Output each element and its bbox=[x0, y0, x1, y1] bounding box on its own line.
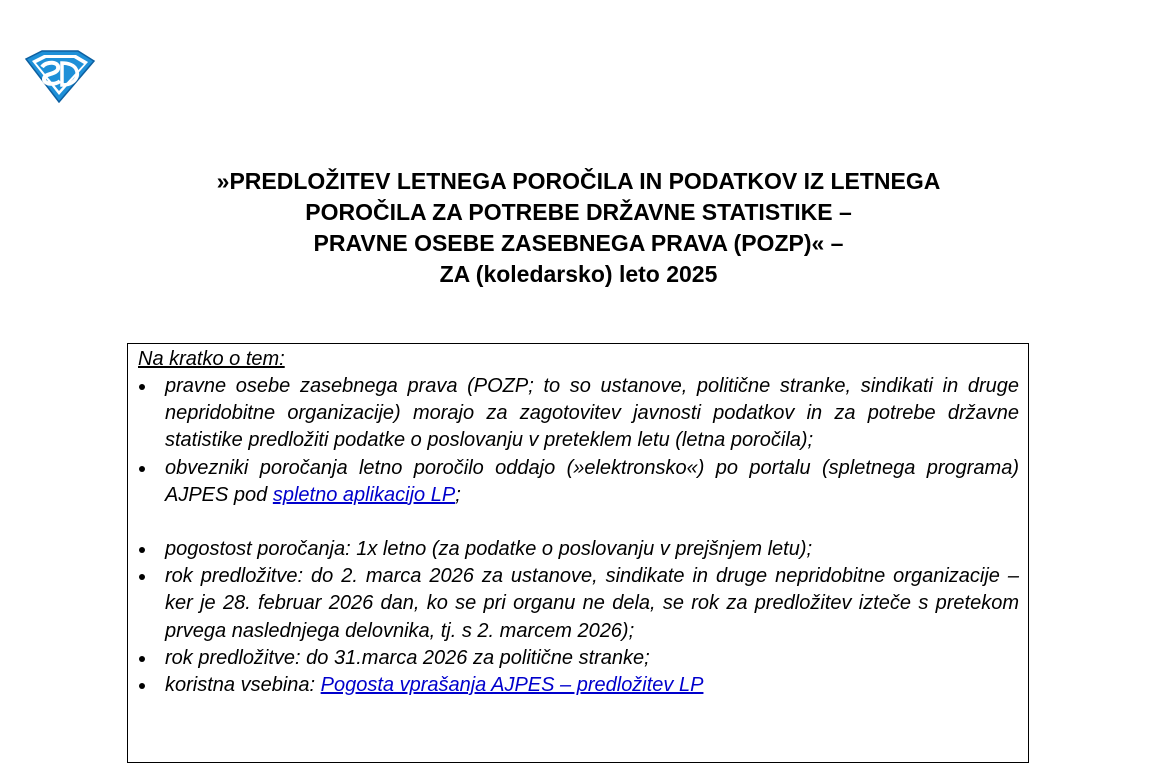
title-line-1: »PREDLOŽITEV LETNEGA POROČILA IN PODATKOV IZ LETNEGA bbox=[216, 168, 941, 194]
list-item-text-end: ; bbox=[455, 483, 461, 506]
bullet-icon bbox=[139, 656, 145, 662]
list-item-text: rok predložitve: do 31.marca 2026 za politične stranke; bbox=[165, 646, 650, 669]
summary-list bbox=[128, 373, 1028, 699]
bullet-icon bbox=[139, 466, 145, 472]
list-item-text: obvezniki poročanja letno poročilo oddajo (»elektronsko«) po portalu (spletnega programa) AJPES pod bbox=[165, 456, 1019, 506]
list-item bbox=[128, 536, 1028, 563]
list-item bbox=[128, 563, 1028, 645]
list-item bbox=[128, 373, 1028, 455]
summary-heading: Na kratko o tem: bbox=[138, 348, 285, 370]
list-item-text: pravne osebe zasebnega prava (POZP; to so ustanove, politične stranke, sindikati in druge nepridobitne organizacije) morajo za zagotovitev javnosti podatkov in za potrebe državne statistike predložiti podatke o poslovanju v preteklem letu (letna poročila); bbox=[165, 375, 1019, 452]
list-item-text: pogostost poročanja: 1x letno (za podatke o poslovanju v prejšnjem letu); bbox=[165, 538, 813, 561]
bullet-icon bbox=[139, 384, 145, 390]
list-item bbox=[128, 672, 1028, 699]
summary-box bbox=[127, 343, 1029, 763]
bullet-icon bbox=[139, 683, 145, 689]
sd-shield-logo-icon bbox=[22, 49, 96, 103]
list-item bbox=[128, 455, 1028, 509]
bullet-icon bbox=[139, 547, 145, 553]
bullet-icon bbox=[139, 574, 145, 580]
pogosta-vprasanja-link[interactable]: Pogosta vprašanja AJPES – predložitev LP bbox=[320, 674, 704, 697]
spletno-aplikacijo-lp-link[interactable]: spletno aplikacijo LP bbox=[272, 483, 456, 506]
document-title bbox=[100, 166, 1057, 290]
title-line-2: POROČILA ZA POTREBE DRŽAVNE STATISTIKE – bbox=[305, 199, 852, 225]
list-item-text: koristna vsebina: bbox=[165, 674, 321, 697]
title-line-3: PRAVNE OSEBE ZASEBNEGA PRAVA (POZP)« – bbox=[313, 230, 844, 256]
list-item bbox=[128, 645, 1028, 672]
list-item-text: rok predložitve: do 2. marca 2026 za ustanove, sindikate in druge nepridobitne organizacije – ker je 28. februar 2026 dan, ko se pri organu ne dela, se rok za predložitev izteče s pretekom prvega naslednjega delovnika, tj. s 2. marcem 2026); bbox=[165, 565, 1019, 642]
title-line-4: ZA (koledarsko) leto 2025 bbox=[439, 261, 718, 287]
